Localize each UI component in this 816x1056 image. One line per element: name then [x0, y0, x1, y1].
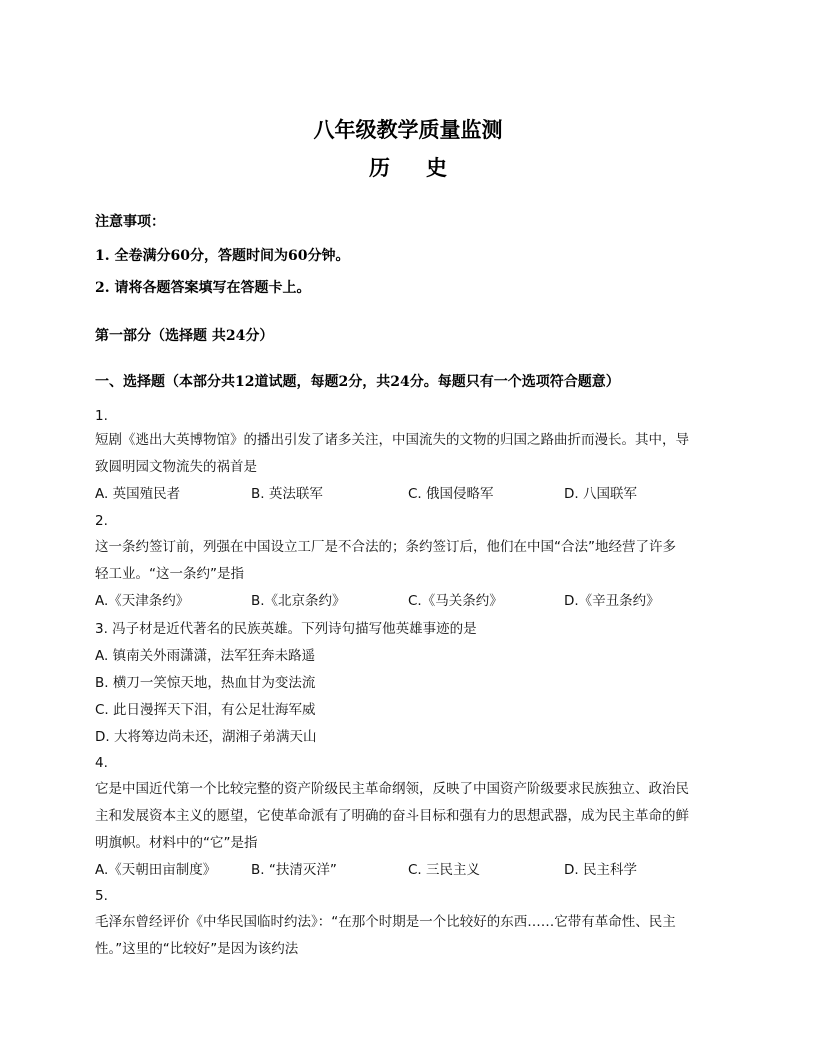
question-4-option-c: C. 三民主义 — [408, 862, 481, 878]
part-heading: 第一部分（选择题 共24分） — [95, 328, 274, 344]
question-1-option-d: D. 八国联军 — [564, 486, 637, 502]
question-1-option-a: A. 英国殖民者 — [95, 486, 181, 502]
question-4-option-b: B. “扶清灭洋” — [251, 862, 337, 878]
question-1-option-c: C. 俄国侵略军 — [408, 486, 494, 502]
question-2-option-c: C.《马关条约》 — [408, 593, 503, 609]
question-4-option-d: D. 民主科学 — [564, 862, 637, 878]
exam-subject: 历史 — [369, 155, 483, 180]
notice-heading: 注意事项： — [95, 214, 165, 230]
question-1-option-b: B. 英法联军 — [251, 486, 323, 502]
question-4-text-line-1: 它是中国近代第一个比较完整的资产阶级民主革命纲领，反映了中国资产阶级要求民族独立、政治民 — [95, 781, 689, 797]
question-2-option-b: B.《北京条约》 — [251, 593, 346, 609]
question-4-text-line-2: 主和发展资本主义的愿望，它使革命派有了明确的奋斗目标和强有力的思想武器，成为民主革命的鲜 — [95, 808, 689, 824]
question-4-option-a: A.《天朝田亩制度》 — [95, 862, 217, 878]
question-5-text-line-1: 毛泽东曾经评价《中华民国临时约法》：“在那个时期是一个比较好的东西……它带有革命性、民主 — [95, 914, 676, 930]
question-3-option-a: A. 镇南关外雨潇潇，法军狂奔未路遥 — [95, 648, 316, 664]
question-5-number: 5. — [95, 888, 108, 904]
question-4-number: 4. — [95, 755, 108, 771]
question-2-text-line-2: 轻工业。“这一条约”是指 — [95, 566, 244, 582]
question-2-option-d: D.《辛丑条约》 — [564, 593, 660, 609]
question-1-text-line-2: 致圆明园文物流失的祸首是 — [95, 459, 257, 475]
question-3-option-d: D. 大将筹边尚未还，湖湘子弟满天山 — [95, 729, 317, 745]
question-3-text: 3. 冯子材是近代著名的民族英雄。下列诗句描写他英雄事迹的是 — [95, 621, 477, 637]
question-2-option-a: A.《天津条约》 — [95, 593, 190, 609]
question-2-text-line-1: 这一条约签订前，列强在中国设立工厂是不合法的；条约签订后，他们在中国“合法”地经营了许多 — [95, 539, 676, 555]
question-1-text-line-1: 短剧《逃出大英博物馆》的播出引发了诸多关注，中国流失的文物的归国之路曲折而漫长。其中，导 — [95, 432, 689, 448]
question-4-text-line-3: 明旗帜。材料中的“它”是指 — [95, 835, 258, 851]
notice-item-1: 1. 全卷满分60分，答题时间为60分钟。 — [95, 248, 350, 264]
question-5-text-line-2: 性。”这里的“比较好”是因为该约法 — [95, 941, 299, 957]
notice-item-2: 2. 请将各题答案填写在答题卡上。 — [95, 280, 311, 296]
question-3-option-b: B. 横刀一笑惊天地，热血甘为变法流 — [95, 675, 316, 691]
question-3-option-c: C. 此日漫挥天下泪，有公足壮海军威 — [95, 702, 316, 718]
question-2-number: 2. — [95, 513, 108, 529]
exam-title: 八年级教学质量监测 — [313, 117, 503, 142]
question-1-number: 1. — [95, 408, 108, 424]
section-heading: 一、选择题（本部分共12道试题，每题2分，共24分。每题只有一个选项符合题意） — [95, 374, 620, 390]
